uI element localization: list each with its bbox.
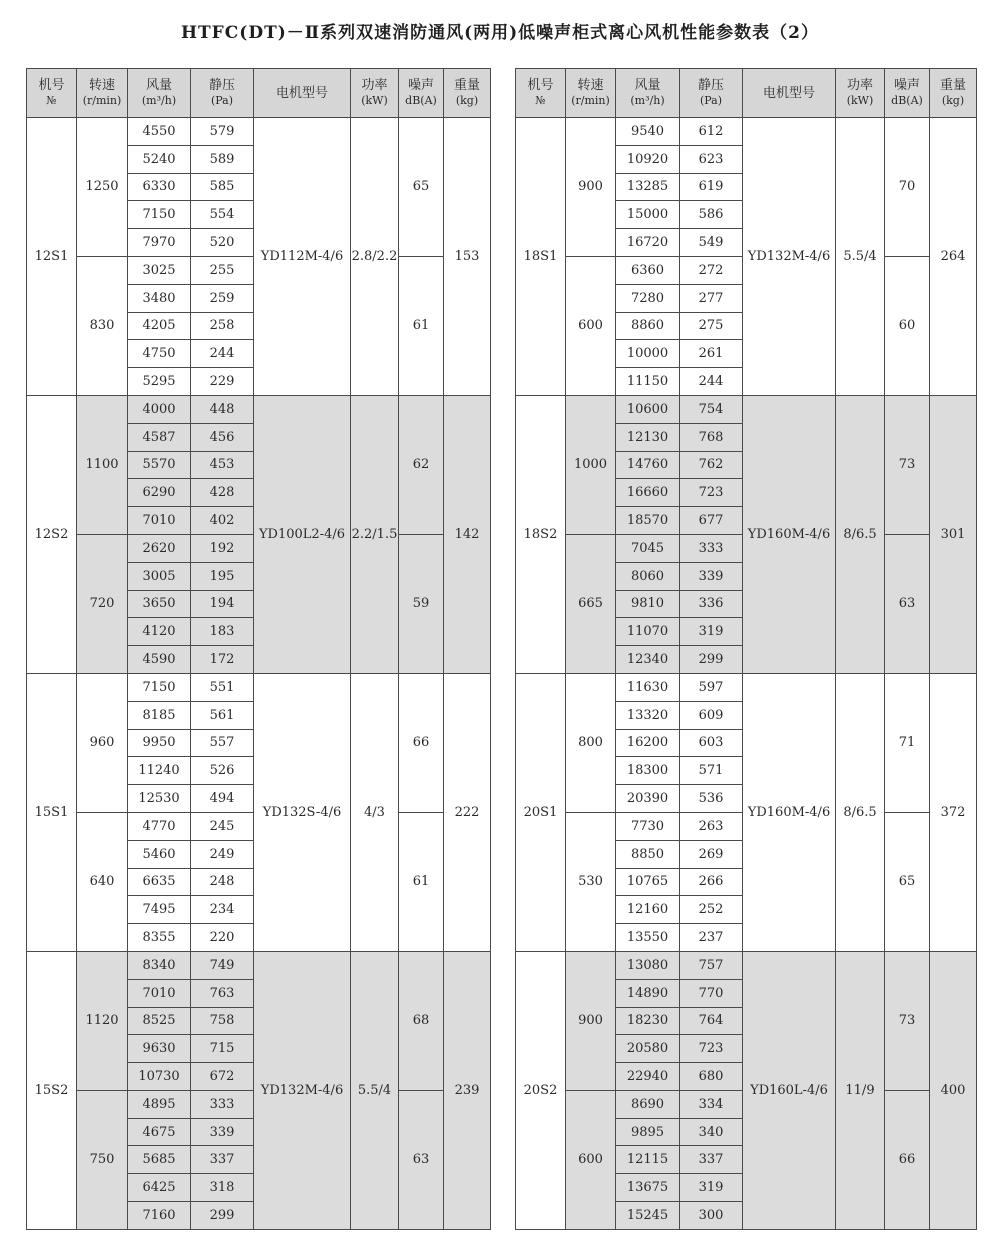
noise-cell: 60	[885, 256, 930, 395]
airflow-cell: 6290	[128, 479, 191, 507]
header-model	[516, 69, 566, 118]
pressure-cell: 723	[680, 1035, 743, 1063]
airflow-cell: 7010	[128, 507, 191, 535]
table-row	[516, 395, 977, 423]
pressure-cell: 269	[680, 840, 743, 868]
header-power-unit: (kW)	[361, 94, 388, 107]
airflow-cell: 12130	[616, 423, 680, 451]
header-noise-unit: dB(A)	[891, 94, 923, 107]
noise-cell: 63	[885, 534, 930, 673]
pressure-cell: 261	[680, 340, 743, 368]
airflow-cell: 16720	[616, 229, 680, 257]
pressure-cell: 551	[191, 673, 254, 701]
pressure-cell: 603	[680, 729, 743, 757]
table-row	[516, 673, 977, 701]
noise-cell: 65	[885, 812, 930, 951]
airflow-cell: 4120	[128, 618, 191, 646]
airflow-cell: 8355	[128, 924, 191, 952]
airflow-cell: 14890	[616, 979, 680, 1007]
header-motor	[743, 69, 836, 118]
pressure-cell: 194	[191, 590, 254, 618]
header-noise-label: 噪声	[407, 78, 434, 93]
airflow-cell: 13285	[616, 173, 680, 201]
airflow-cell: 7280	[616, 284, 680, 312]
pressure-cell: 245	[191, 812, 254, 840]
pressure-cell: 526	[191, 757, 254, 785]
airflow-cell: 4000	[128, 395, 191, 423]
airflow-cell: 10920	[616, 145, 680, 173]
pressure-cell: 520	[191, 229, 254, 257]
pressure-cell: 494	[191, 785, 254, 813]
model-cell: 20S1	[516, 673, 566, 951]
airflow-cell: 4550	[128, 118, 191, 146]
airflow-cell: 4205	[128, 312, 191, 340]
noise-cell: 70	[885, 118, 930, 257]
pressure-cell: 723	[680, 479, 743, 507]
header-power-label: 功率	[361, 78, 388, 93]
pressure-cell: 763	[191, 979, 254, 1007]
pressure-cell: 623	[680, 145, 743, 173]
airflow-cell: 9630	[128, 1035, 191, 1063]
airflow-cell: 7495	[128, 896, 191, 924]
table-row	[27, 395, 491, 423]
motor-cell: YD132S-4/6	[254, 673, 351, 951]
header-speed-unit: (r/min)	[571, 94, 610, 107]
speed-cell: 960	[77, 673, 128, 812]
airflow-cell: 15245	[616, 1202, 680, 1230]
header-airflow	[616, 69, 680, 118]
header-speed-label: 转速	[577, 78, 604, 93]
noise-cell: 73	[885, 395, 930, 534]
model-cell: 12S2	[27, 395, 77, 673]
airflow-cell: 9540	[616, 118, 680, 146]
airflow-cell: 10730	[128, 1063, 191, 1091]
pressure-cell: 536	[680, 785, 743, 813]
header-speed-label: 转速	[88, 78, 115, 93]
pressure-cell: 557	[191, 729, 254, 757]
pressure-cell: 318	[191, 1174, 254, 1202]
pressure-cell: 336	[680, 590, 743, 618]
pressure-cell: 299	[191, 1202, 254, 1230]
pressure-cell: 275	[680, 312, 743, 340]
power-cell: 8/6.5	[836, 673, 885, 951]
weight-cell: 264	[930, 118, 977, 396]
header-noise-unit: dB(A)	[405, 94, 437, 107]
airflow-cell: 13080	[616, 951, 680, 979]
airflow-cell: 11150	[616, 368, 680, 396]
speed-cell: 720	[77, 534, 128, 673]
pressure-cell: 337	[680, 1146, 743, 1174]
pressure-cell: 609	[680, 701, 743, 729]
pressure-cell: 448	[191, 395, 254, 423]
airflow-cell: 6635	[128, 868, 191, 896]
model-cell: 20S2	[516, 951, 566, 1229]
airflow-cell: 5240	[128, 145, 191, 173]
airflow-cell: 7150	[128, 673, 191, 701]
airflow-cell: 6360	[616, 256, 680, 284]
pressure-cell: 195	[191, 562, 254, 590]
airflow-cell: 2620	[128, 534, 191, 562]
pressure-cell: 192	[191, 534, 254, 562]
airflow-cell: 5295	[128, 368, 191, 396]
pressure-cell: 319	[680, 1174, 743, 1202]
pressure-cell: 229	[191, 368, 254, 396]
pressure-cell: 589	[191, 145, 254, 173]
header-pressure	[191, 69, 254, 118]
model-block-18S1	[516, 118, 977, 396]
pressure-cell: 549	[680, 229, 743, 257]
airflow-cell: 12340	[616, 646, 680, 674]
noise-cell: 73	[885, 951, 930, 1090]
header-pressure	[680, 69, 743, 118]
motor-cell: YD132M-4/6	[254, 951, 351, 1229]
noise-cell: 68	[399, 951, 444, 1090]
speed-cell: 1000	[566, 395, 616, 534]
airflow-cell: 8060	[616, 562, 680, 590]
pressure-cell: 319	[680, 618, 743, 646]
airflow-cell: 18300	[616, 757, 680, 785]
power-cell: 8/6.5	[836, 395, 885, 673]
speed-cell: 1120	[77, 951, 128, 1090]
airflow-cell: 6330	[128, 173, 191, 201]
airflow-cell: 5460	[128, 840, 191, 868]
weight-cell: 301	[930, 395, 977, 673]
airflow-cell: 13675	[616, 1174, 680, 1202]
header-airflow-label: 风量	[634, 78, 661, 93]
airflow-cell: 8690	[616, 1090, 680, 1118]
header-speed	[77, 69, 128, 118]
airflow-cell: 6425	[128, 1174, 191, 1202]
pressure-cell: 672	[191, 1063, 254, 1091]
weight-cell: 400	[930, 951, 977, 1229]
pressure-cell: 237	[680, 924, 743, 952]
airflow-cell: 9950	[128, 729, 191, 757]
model-cell: 15S2	[27, 951, 77, 1229]
model-block-20S2	[516, 951, 977, 1229]
model-block-18S2	[516, 395, 977, 673]
power-cell: 2.8/2.2	[351, 118, 399, 396]
pressure-cell: 554	[191, 201, 254, 229]
header-airflow-unit: (m³/h)	[630, 94, 665, 107]
pressure-cell: 234	[191, 896, 254, 924]
pressure-cell: 579	[191, 118, 254, 146]
weight-cell: 372	[930, 673, 977, 951]
airflow-cell: 12115	[616, 1146, 680, 1174]
header-weight-label: 重量	[939, 78, 966, 93]
airflow-cell: 3480	[128, 284, 191, 312]
pressure-cell: 277	[680, 284, 743, 312]
airflow-cell: 7010	[128, 979, 191, 1007]
airflow-cell: 9895	[616, 1118, 680, 1146]
airflow-cell: 3025	[128, 256, 191, 284]
power-cell: 5.5/4	[836, 118, 885, 396]
model-cell: 18S2	[516, 395, 566, 673]
airflow-cell: 10000	[616, 340, 680, 368]
header-noise-label: 噪声	[893, 78, 920, 93]
pressure-cell: 252	[680, 896, 743, 924]
airflow-cell: 13320	[616, 701, 680, 729]
pressure-cell: 248	[191, 868, 254, 896]
airflow-cell: 8525	[128, 1007, 191, 1035]
header-airflow-unit: (m³/h)	[141, 94, 177, 107]
airflow-cell: 20580	[616, 1035, 680, 1063]
pressure-cell: 172	[191, 646, 254, 674]
airflow-cell: 14760	[616, 451, 680, 479]
pressure-cell: 258	[191, 312, 254, 340]
power-cell: 11/9	[836, 951, 885, 1229]
airflow-cell: 11240	[128, 757, 191, 785]
header-airflow-label: 风量	[145, 78, 172, 93]
pressure-cell: 770	[680, 979, 743, 1007]
speed-cell: 900	[566, 118, 616, 257]
table-row	[27, 951, 491, 979]
weight-cell: 239	[444, 951, 491, 1229]
pressure-cell: 757	[680, 951, 743, 979]
pressure-cell: 244	[191, 340, 254, 368]
speed-cell: 1100	[77, 395, 128, 534]
pressure-cell: 272	[680, 256, 743, 284]
pressure-cell: 677	[680, 507, 743, 535]
airflow-cell: 16200	[616, 729, 680, 757]
pressure-cell: 453	[191, 451, 254, 479]
table-row	[516, 951, 977, 979]
noise-cell: 66	[399, 673, 444, 812]
pressure-cell: 339	[680, 562, 743, 590]
speed-cell: 830	[77, 256, 128, 395]
pressure-cell: 340	[680, 1118, 743, 1146]
header-power	[836, 69, 885, 118]
airflow-cell: 11630	[616, 673, 680, 701]
header-model-label: 机号	[527, 78, 554, 93]
motor-cell: YD160M-4/6	[743, 395, 836, 673]
model-block-12S1	[27, 118, 491, 396]
pressure-cell: 402	[191, 507, 254, 535]
header-weight-unit: (kg)	[941, 94, 965, 107]
speed-cell: 665	[566, 534, 616, 673]
header-model-unit: №	[535, 94, 546, 107]
pressure-cell: 333	[191, 1090, 254, 1118]
power-cell: 5.5/4	[351, 951, 399, 1229]
airflow-cell: 5570	[128, 451, 191, 479]
power-cell: 4/3	[351, 673, 399, 951]
airflow-cell: 7160	[128, 1202, 191, 1230]
header-speed-unit: (r/min)	[82, 94, 122, 107]
model-cell: 18S1	[516, 118, 566, 396]
airflow-cell: 9810	[616, 590, 680, 618]
airflow-cell: 8185	[128, 701, 191, 729]
airflow-cell: 18230	[616, 1007, 680, 1035]
spec-table-left	[26, 68, 491, 1230]
motor-cell: YD100L2-4/6	[254, 395, 351, 673]
pressure-cell: 758	[191, 1007, 254, 1035]
pressure-cell: 571	[680, 757, 743, 785]
header-model-unit: №	[46, 94, 57, 107]
model-cell: 15S1	[27, 673, 77, 951]
header-pressure-label: 静压	[697, 78, 724, 93]
airflow-cell: 16660	[616, 479, 680, 507]
header-airflow	[128, 69, 191, 118]
pressure-cell: 585	[191, 173, 254, 201]
airflow-cell: 8850	[616, 840, 680, 868]
airflow-cell: 4895	[128, 1090, 191, 1118]
airflow-cell: 7045	[616, 534, 680, 562]
airflow-cell: 7730	[616, 812, 680, 840]
speed-cell: 600	[566, 1090, 616, 1229]
pressure-cell: 244	[680, 368, 743, 396]
airflow-cell: 7150	[128, 201, 191, 229]
pressure-cell: 255	[191, 256, 254, 284]
weight-cell: 153	[444, 118, 491, 396]
pressure-cell: 619	[680, 173, 743, 201]
noise-cell: 61	[399, 812, 444, 951]
motor-cell: YD160L-4/6	[743, 951, 836, 1229]
motor-cell: YD112M-4/6	[254, 118, 351, 396]
pressure-cell: 183	[191, 618, 254, 646]
pressure-cell: 337	[191, 1146, 254, 1174]
airflow-cell: 4750	[128, 340, 191, 368]
header-model	[27, 69, 77, 118]
pressure-cell: 259	[191, 284, 254, 312]
model-block-12S2	[27, 395, 491, 673]
header-weight-unit: (kg)	[455, 94, 479, 107]
airflow-cell: 15000	[616, 201, 680, 229]
motor-cell: YD160M-4/6	[743, 673, 836, 951]
speed-cell: 750	[77, 1090, 128, 1229]
pressure-cell: 597	[680, 673, 743, 701]
airflow-cell: 11070	[616, 618, 680, 646]
header-pressure-label: 静压	[208, 78, 235, 93]
header-model-label: 机号	[38, 78, 65, 93]
model-block-15S1	[27, 673, 491, 951]
table-row	[27, 118, 491, 146]
pressure-cell: 300	[680, 1202, 743, 1230]
header-power-label: 功率	[846, 78, 873, 93]
header-noise	[399, 69, 444, 118]
noise-cell: 65	[399, 118, 444, 257]
pressure-cell: 299	[680, 646, 743, 674]
spec-table-right	[515, 68, 977, 1230]
pressure-cell: 768	[680, 423, 743, 451]
motor-cell: YD132M-4/6	[743, 118, 836, 396]
model-block-20S1	[516, 673, 977, 951]
page-title: HTFC(DT)－Ⅱ系列双速消防通风(两用)低噪声柜式离心风机性能参数表（2）	[180, 23, 820, 43]
pressure-cell: 456	[191, 423, 254, 451]
pressure-cell: 428	[191, 479, 254, 507]
speed-cell: 600	[566, 256, 616, 395]
pressure-cell: 249	[191, 840, 254, 868]
airflow-cell: 7970	[128, 229, 191, 257]
header-power	[351, 69, 399, 118]
pressure-cell: 754	[680, 395, 743, 423]
airflow-cell: 4675	[128, 1118, 191, 1146]
header-weight	[930, 69, 977, 118]
pressure-cell: 333	[680, 534, 743, 562]
pressure-cell: 561	[191, 701, 254, 729]
speed-cell: 1250	[77, 118, 128, 257]
speed-cell: 530	[566, 812, 616, 951]
pressure-cell: 680	[680, 1063, 743, 1091]
noise-cell: 59	[399, 534, 444, 673]
pressure-cell: 220	[191, 924, 254, 952]
airflow-cell: 8860	[616, 312, 680, 340]
airflow-cell: 13550	[616, 924, 680, 952]
noise-cell: 71	[885, 673, 930, 812]
pressure-cell: 263	[680, 812, 743, 840]
noise-cell: 62	[399, 395, 444, 534]
header-motor-label: 电机型号	[275, 85, 328, 101]
pressure-cell: 586	[680, 201, 743, 229]
header-weight	[444, 69, 491, 118]
header-speed	[566, 69, 616, 118]
header-power-unit: (kW)	[846, 94, 874, 107]
airflow-cell: 22940	[616, 1063, 680, 1091]
table-row	[27, 673, 491, 701]
airflow-cell: 20390	[616, 785, 680, 813]
airflow-cell: 12530	[128, 785, 191, 813]
pressure-cell: 764	[680, 1007, 743, 1035]
header-pressure-unit: (Pa)	[210, 94, 234, 107]
airflow-cell: 4770	[128, 812, 191, 840]
power-cell: 2.2/1.5	[351, 395, 399, 673]
weight-cell: 142	[444, 395, 491, 673]
airflow-cell: 10765	[616, 868, 680, 896]
airflow-cell: 18570	[616, 507, 680, 535]
airflow-cell: 4590	[128, 646, 191, 674]
speed-cell: 800	[566, 673, 616, 812]
airflow-cell: 5685	[128, 1146, 191, 1174]
model-block-15S2	[27, 951, 491, 1229]
airflow-cell: 3005	[128, 562, 191, 590]
airflow-cell: 8340	[128, 951, 191, 979]
noise-cell: 63	[399, 1090, 444, 1229]
header-noise	[885, 69, 930, 118]
pressure-cell: 715	[191, 1035, 254, 1063]
pressure-cell: 266	[680, 868, 743, 896]
model-cell: 12S1	[27, 118, 77, 396]
speed-cell: 640	[77, 812, 128, 951]
weight-cell: 222	[444, 673, 491, 951]
airflow-cell: 12160	[616, 896, 680, 924]
header-motor	[254, 69, 351, 118]
pressure-cell: 334	[680, 1090, 743, 1118]
header-row	[27, 69, 491, 118]
airflow-cell: 4587	[128, 423, 191, 451]
speed-cell: 900	[566, 951, 616, 1090]
noise-cell: 61	[399, 256, 444, 395]
header-row	[516, 69, 977, 118]
noise-cell: 66	[885, 1090, 930, 1229]
pressure-cell: 339	[191, 1118, 254, 1146]
pressure-cell: 762	[680, 451, 743, 479]
header-weight-label: 重量	[453, 78, 480, 93]
pressure-cell: 749	[191, 951, 254, 979]
pressure-cell: 612	[680, 118, 743, 146]
airflow-cell: 10600	[616, 395, 680, 423]
header-motor-label: 电机型号	[762, 85, 815, 101]
table-row	[516, 118, 977, 146]
airflow-cell: 3650	[128, 590, 191, 618]
header-pressure-unit: (Pa)	[699, 94, 723, 107]
